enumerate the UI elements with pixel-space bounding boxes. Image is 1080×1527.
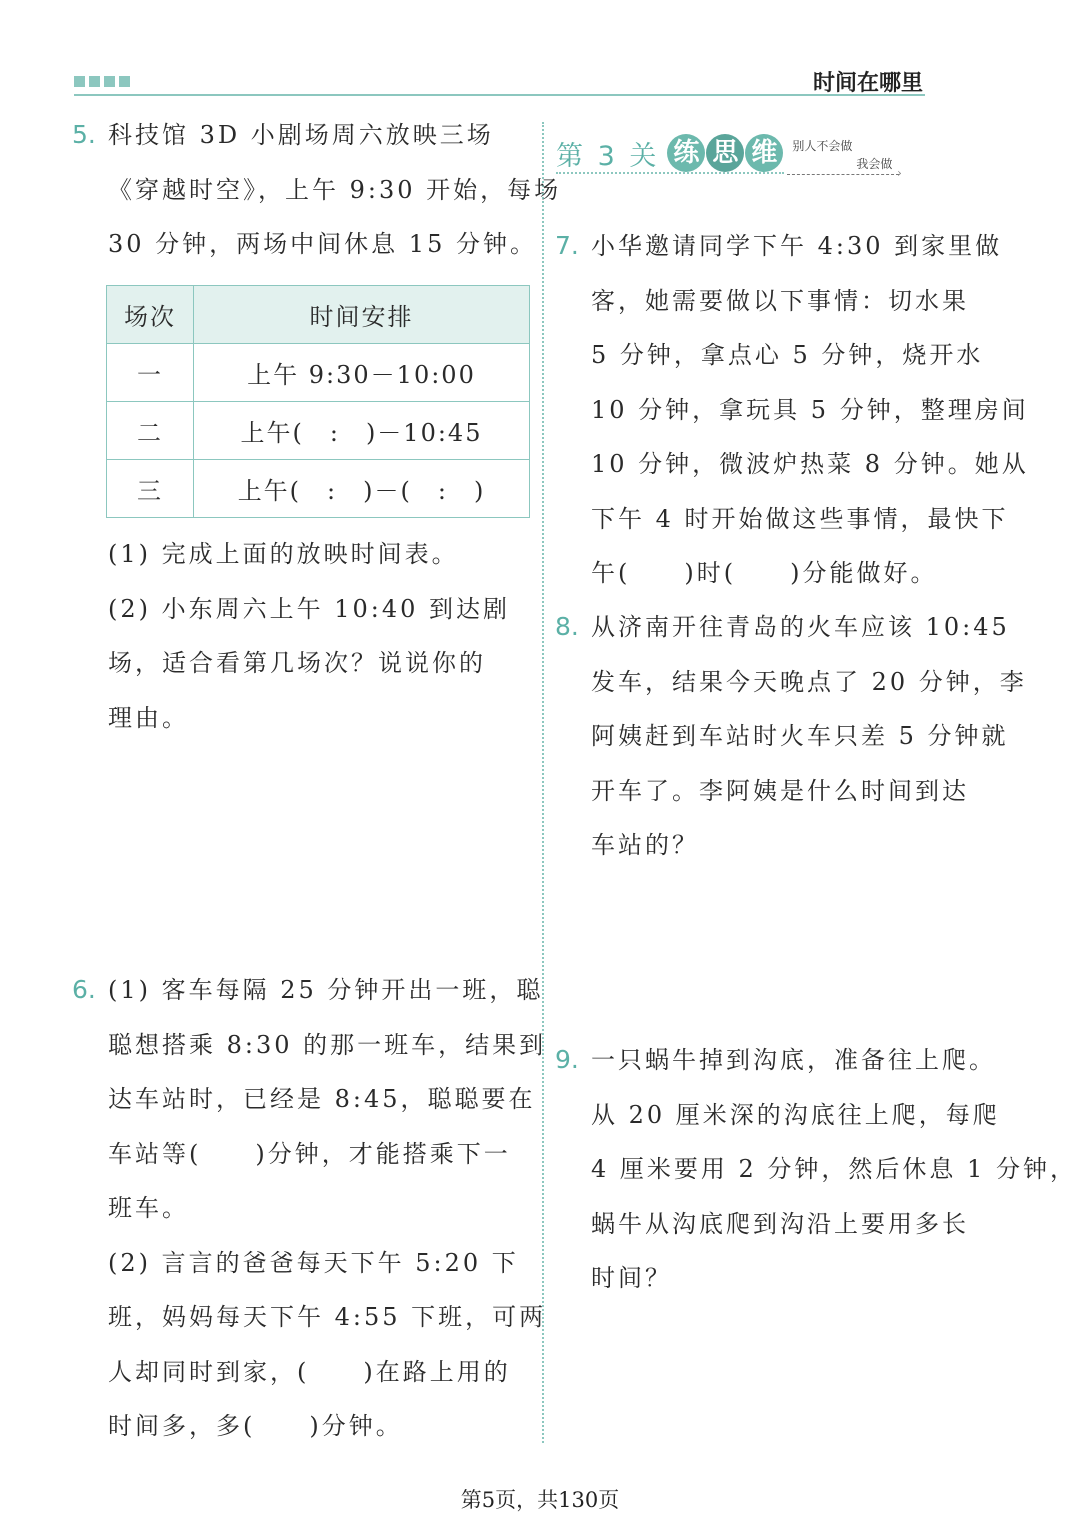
question-number: 6. xyxy=(72,975,96,1004)
schedule-table xyxy=(106,285,530,518)
question-line: 阿姨赶到车站时火车只差 5 分钟就 xyxy=(591,722,1009,750)
question-line: 发车，结果今天晚点了 20 分钟，李 xyxy=(591,667,1027,696)
page-indicator: 第5页，共130页 xyxy=(460,1488,620,1512)
question-5 xyxy=(72,108,562,272)
question-line: 客，她需要做以下事情：切水果 xyxy=(591,286,969,315)
question-line: 聪想搭乘 8:30 的那一班车，结果到 xyxy=(108,1030,547,1059)
question-line: 车站等( )分钟，才能搭乘下一 xyxy=(108,1139,511,1168)
question-line: 人却同时到家，( )在路上用的 xyxy=(108,1357,511,1386)
header-rule xyxy=(74,94,925,96)
question-line: 下午 4 时开始做这些事情，最快下 xyxy=(591,504,1009,533)
question-line: (1) 客车每隔 25 分钟开出一班，聪 xyxy=(108,976,544,1004)
question-number: 8. xyxy=(555,612,579,641)
table-cell: 上午 9:30－10:00 xyxy=(194,344,530,402)
question-line: 午( )时( )分能做好。 xyxy=(591,559,938,587)
question-line: (1) 完成上面的放映时间表。 xyxy=(108,540,459,568)
level-underline xyxy=(556,172,784,174)
table-cell: 一 xyxy=(107,344,194,402)
question-6 xyxy=(72,963,547,1454)
table-header-cell: 场次 xyxy=(107,286,194,344)
arrow-right-icon: › xyxy=(897,166,902,180)
question-line: 时间多，多( )分钟。 xyxy=(108,1412,403,1440)
question-line: 达车站时，已经是 8:45，聪聪要在 xyxy=(108,1085,536,1113)
question-number: 7. xyxy=(555,231,579,260)
question-line: 一只蜗牛掉到沟底，准备往上爬。 xyxy=(591,1046,996,1074)
question-line: 蜗牛从沟底爬到沟沿上要用多长 xyxy=(591,1209,969,1238)
table-row xyxy=(107,460,530,518)
question-number: 9. xyxy=(555,1045,579,1074)
question-line: 从 20 厘米深的沟底往上爬，每爬 xyxy=(591,1100,1000,1129)
level-char-badge: 维 xyxy=(745,134,783,172)
question-line: 10 分钟，拿玩具 5 分钟，整理房间 xyxy=(591,395,1029,424)
table-header-cell: 时间安排 xyxy=(194,286,530,344)
header-squares xyxy=(74,76,130,87)
table-row xyxy=(107,402,530,460)
table-cell: 二 xyxy=(107,402,194,460)
question-line: 5 分钟，拿点心 5 分钟，烧开水 xyxy=(591,341,984,369)
question-line: 从济南开往青岛的火车应该 10:45 xyxy=(591,613,1010,641)
question-line: (2) 言言的爸爸每天下午 5:20 下 xyxy=(108,1248,519,1277)
question-line: 科技馆 3D 小剧场周六放映三场 xyxy=(108,121,494,149)
question-line: 场，适合看第几场次？说说你的 xyxy=(108,649,486,677)
level-label: 第 3 关 xyxy=(556,140,660,172)
level-banner xyxy=(556,133,912,173)
table-cell: 上午( : )－10:45 xyxy=(194,402,530,460)
level-char-badge: 练 xyxy=(667,134,705,172)
question-line: (2) 小东周六上午 10:40 到达剧 xyxy=(108,594,511,623)
question-number: 5. xyxy=(72,120,96,149)
question-7 xyxy=(555,219,1029,601)
question-line: 时间？ xyxy=(591,1264,672,1292)
question-line: 理由。 xyxy=(108,703,189,732)
question-line: 10 分钟，微波炉热菜 8 分钟。她从 xyxy=(591,450,1029,478)
question-line: 班车。 xyxy=(108,1194,189,1222)
table-row xyxy=(107,344,530,402)
slogan-line: 别人不会做 xyxy=(792,139,853,153)
question-line: 开车了。李阿姨是什么时间到达 xyxy=(591,776,969,805)
question-line: 小华邀请同学下午 4:30 到家里做 xyxy=(591,232,1003,260)
question-5-subparts xyxy=(108,527,510,745)
question-line: 班，妈妈每天下午 4:55 下班，可两 xyxy=(108,1303,547,1331)
slogan-underline xyxy=(787,174,899,175)
level-char-badge: 思 xyxy=(706,134,744,172)
question-9 xyxy=(555,1033,1077,1306)
question-8 xyxy=(555,600,1027,873)
question-line: 30 分钟，两场中间休息 15 分钟。 xyxy=(108,230,537,258)
question-line: 4 厘米要用 2 分钟，然后休息 1 分钟， xyxy=(591,1155,1077,1183)
slogan-line: 我会做 xyxy=(856,157,893,171)
level-slogan xyxy=(792,133,912,173)
table-cell: 三 xyxy=(107,460,194,518)
table-header-row xyxy=(107,286,530,344)
question-line: 车站的？ xyxy=(591,831,699,859)
header-title: 时间在哪里 xyxy=(812,71,923,96)
table-cell: 上午( : )－( : ) xyxy=(194,460,530,518)
question-line: 《穿越时空》，上午 9:30 开始，每场 xyxy=(108,175,562,204)
